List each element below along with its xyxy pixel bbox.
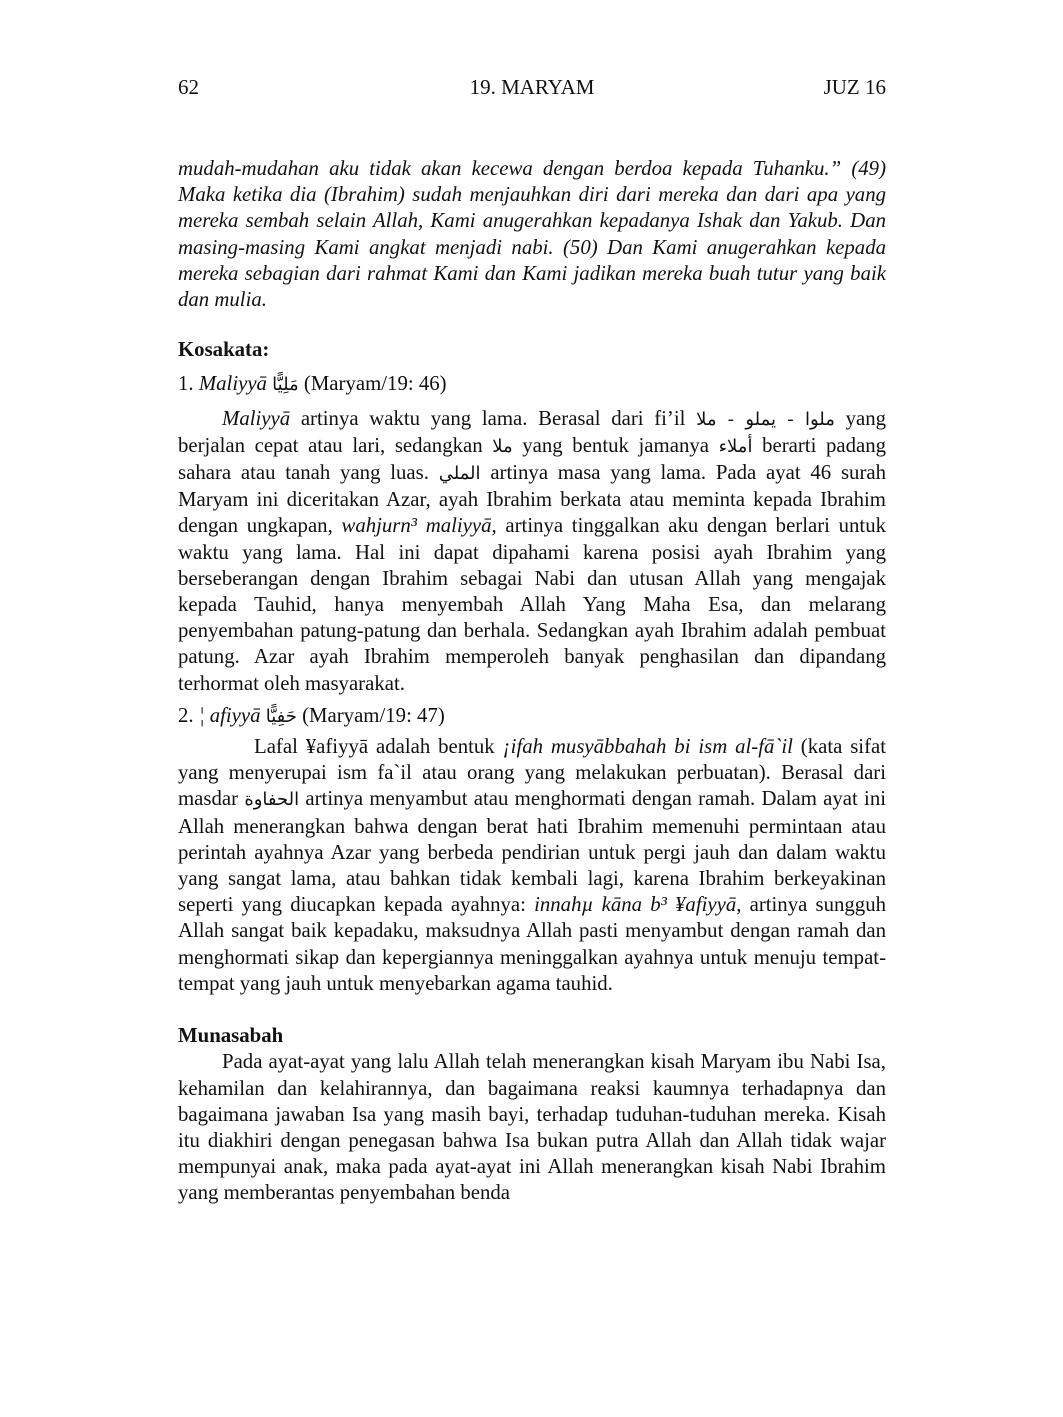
translation-paragraph: mudah-mudahan aku tidak akan kecewa dengan berdoa kepada Tuhanku.” (49) Maka ketika dia (Ibrahim) sudah menjauhkan diri dari mereka dan dari apa yang mereka sembah selain Allah, Kami anugerahkan kepadanya Ishak dan Yakub. Dan masing-masing Kami angkat menjadi nabi. (50) Dan Kami anugerahkan kepada mereka sebagian dari rahmat Kami dan Kami jadikan mereka buah tutur yang baik dan mulia.: [178, 157, 886, 312]
vocab-item-1: [178, 371, 886, 398]
arabic-almaly: الملي: [438, 463, 481, 485]
page-number: 62: [178, 75, 199, 99]
arabic-amla: أملاء: [718, 435, 753, 457]
arabic-hafawah: الحفاوة: [244, 789, 300, 811]
arabic-mala: ملا: [492, 435, 513, 457]
vocab-item-1-term: Maliyyā: [198, 372, 267, 396]
arabic-verb-forms: ملوا - يملو - ملا: [696, 408, 835, 430]
text-span: yang bentuk jamanya: [522, 433, 709, 457]
vocab-item-1-explanation: [178, 406, 886, 697]
term-maliyya: Maliyyā: [222, 406, 291, 430]
quote-innahu: innahµ kāna b³ ¥afiyyā: [534, 893, 737, 917]
vocab-item-2-term: ¦ afiyyā: [198, 703, 261, 727]
text-span: Lafal ¥afiyyā adalah bentuk: [254, 735, 495, 759]
text-span: artinya menyambut atau menghormati dengan ramah. Dalam ayat ini Allah menerangkan bahwa dengan berat hati Ibrahim memenuhi permintaan atau perintah ayahnya Azar yang berbeda pendirian untuk pergi jauh dan dalam waktu yang sangat lama, atau bahkan tidak kembali lagi, karena Ibrahim berkeyakinan seperti yang diucapkan kepada ayahnya:: [178, 787, 887, 917]
vocab-item-2-number: 2.: [178, 703, 194, 727]
vocab-item-1-number: 1.: [178, 372, 194, 396]
text-span: artinya masa yang lama. Pada ayat 46 surah Maryam ini diceritakan Azar, ayah Ibrahim berkata atau meminta kepada Ibrahim dengan ungkapan,: [178, 461, 886, 538]
kosakata-heading: Kosakata:: [178, 338, 270, 362]
juz-label: JUZ 16: [823, 75, 886, 99]
vocab-item-1-arabic: مَلِيًّا: [272, 374, 299, 396]
term-sifah: ¡ifah musyābbahah bi ism al-fā`il: [502, 735, 793, 759]
page-body: [178, 156, 886, 1207]
vocab-item-2: [178, 703, 886, 730]
text-span: , artinya tinggalkan aku dengan berlari untuk waktu yang lama. Hal ini dapat dipahami karena posisi ayah Ibrahim yang berseberangan dengan Ibrahim sebagai Nabi dan utusan Allah yang mengajak kepada Tauhid, hanya menyembah Allah Yang Maha Esa, dan melarang penyembahan patung-patung dan berhala. Sedangkan ayah Ibrahim adalah pembuat patung. Azar ayah Ibrahim memperoleh banyak penghasilan dan dipandang terhormat oleh masyarakat.: [178, 514, 886, 695]
running-header: [178, 74, 886, 104]
vocab-item-2-explanation: [178, 734, 886, 997]
text-span: (kata sifat yang menyerupai ism fa`il atau orang yang melakukan perbuatan). Berasal dari masdar: [178, 735, 887, 811]
text-span: berarti padang sahara atau tanah yang luas.: [178, 433, 887, 485]
vocab-item-1-ref: (Maryam/19: 46): [303, 372, 447, 396]
quote-wahjurni: wahjurn³ maliyyā: [341, 514, 492, 538]
text-span: artinya waktu yang lama. Berasal dari fi’il: [300, 406, 686, 430]
text-span: , artinya sungguh Allah sangat baik kepadaku, maksudnya Allah pasti menyambut dengan ramah dan menghormati sikap dan kepergiannya meninggalkan ayahnya untuk menuju tempat-tempat yang jauh untuk menyebarkan agama tauhid.: [178, 893, 886, 995]
vocab-item-2-arabic: حَفِيًّا: [265, 705, 297, 727]
munasabah-heading: Munasabah: [178, 1024, 284, 1048]
vocab-item-2-ref: (Maryam/19: 47): [302, 703, 445, 727]
munasabah-paragraph: Pada ayat-ayat yang lalu Allah telah menerangkan kisah Maryam ibu Nabi Isa, kehamilan dan kelahirannya, dan bagaimana reaksi kaumnya terhadapnya dan bagaimana jawaban Isa yang masih bayi, terhadap tuduhan-tuduhan mereka. Kisah itu diakhiri dengan penegasan bahwa Isa bukan putra Allah dan Allah tidak wajar mempunyai anak, maka pada ayat-ayat ini Allah menerangkan kisah Nabi Ibrahim yang memberantas penyembahan benda: [178, 1050, 886, 1205]
chapter-title: 19. MARYAM: [469, 75, 595, 99]
text-span: yang berjalan cepat atau lari, sedangkan: [178, 406, 886, 457]
